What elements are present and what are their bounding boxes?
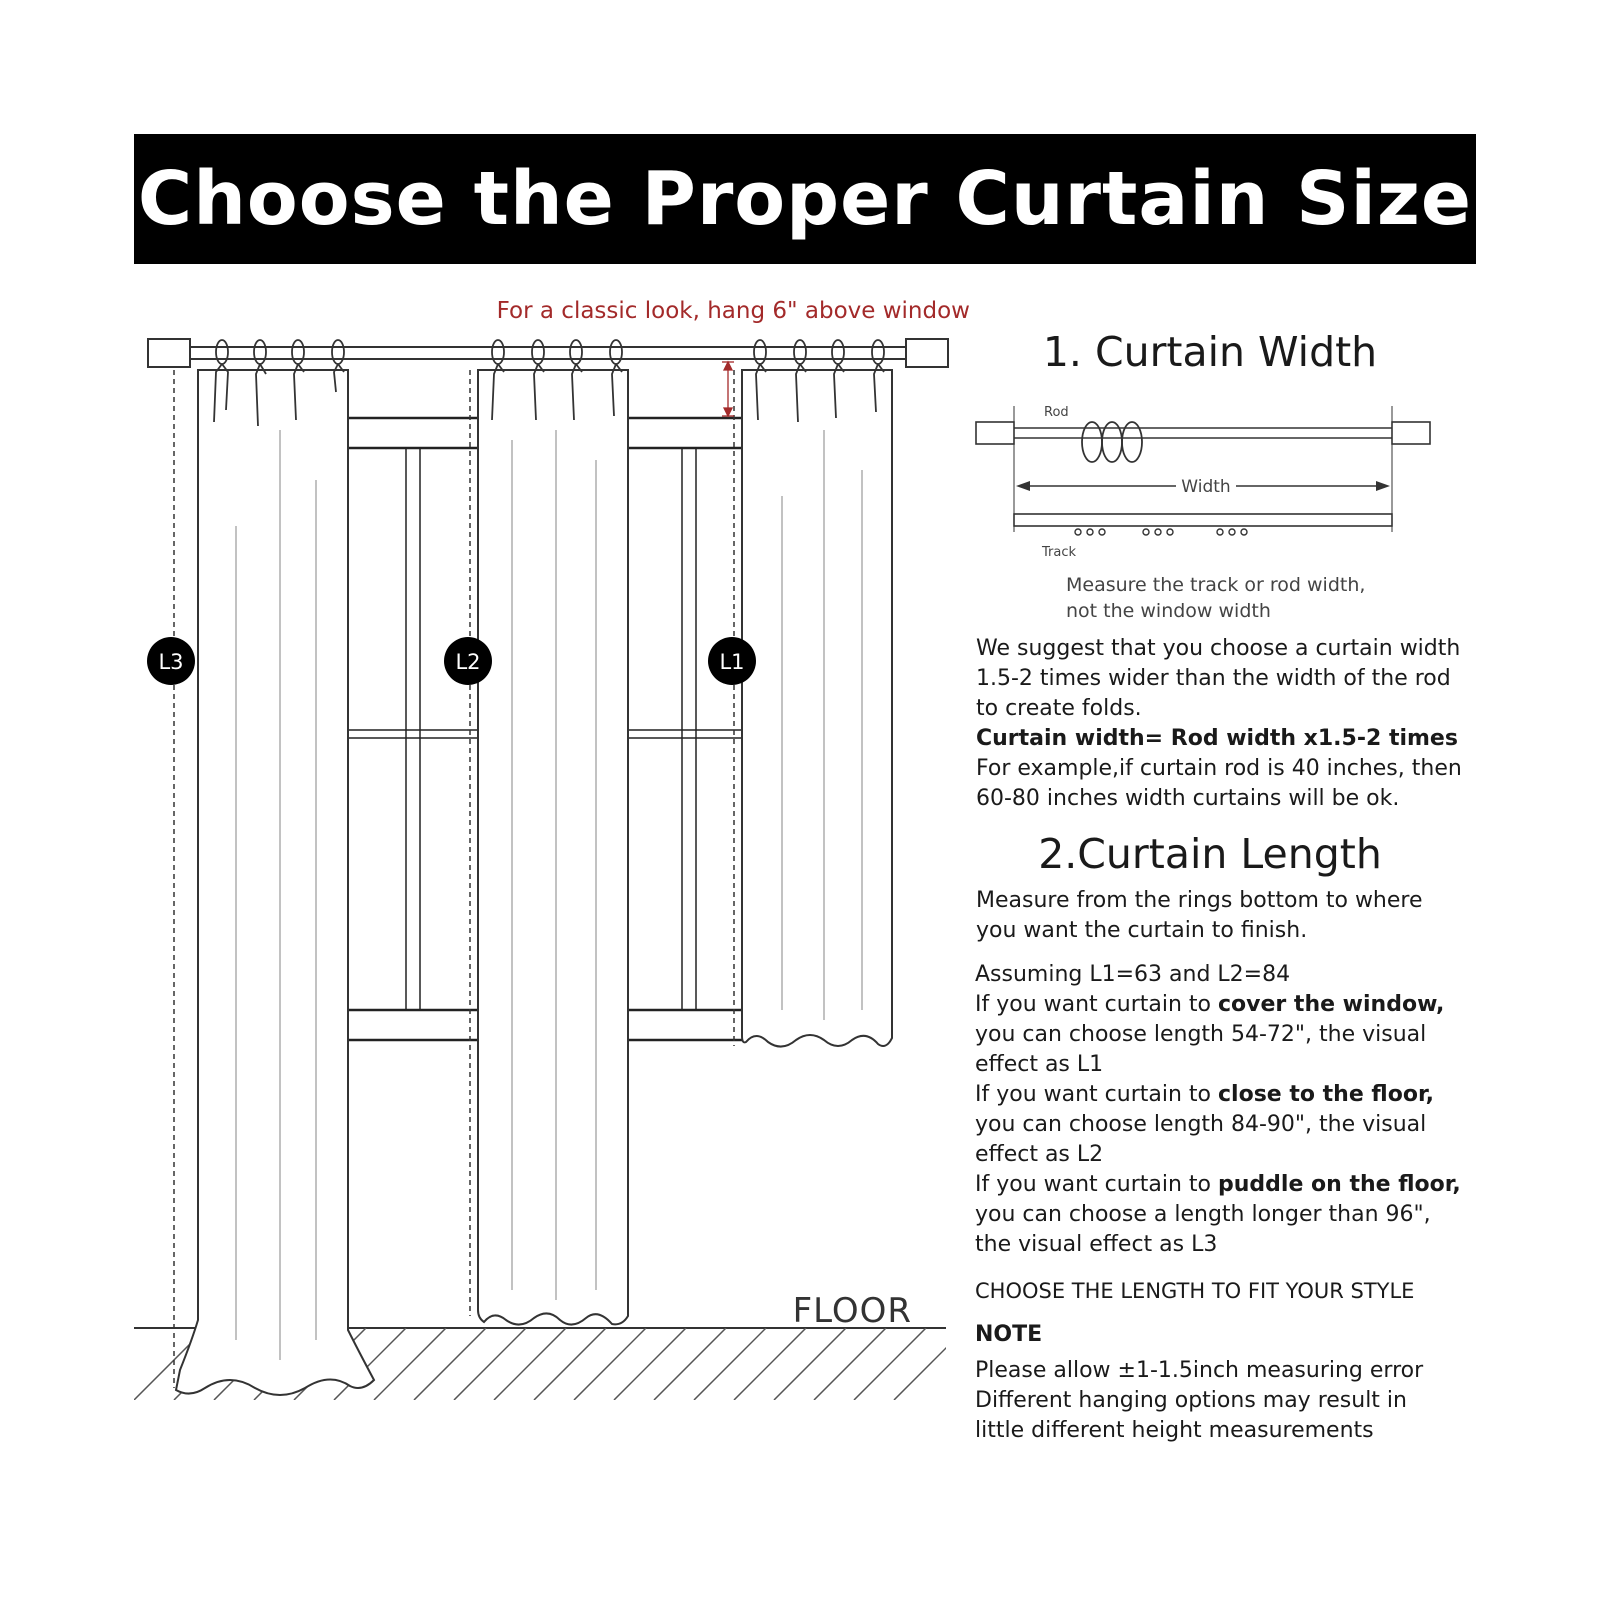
width-para-line3: to create folds. <box>976 696 1142 721</box>
width-example-line1: For example,if curtain rod is 40 inches, then <box>976 756 1462 781</box>
curtain-rod <box>148 339 948 367</box>
width-example-line2: 60-80 inches width curtains will be ok. <box>976 786 1400 811</box>
close-line2: you can choose length 84-90", the visual <box>975 1112 1427 1137</box>
curtain-width-heading: 1. Curtain Width <box>1042 328 1378 376</box>
note-line3: little different height measurements <box>975 1418 1374 1443</box>
length-assume: Assuming L1=63 and L2=84 <box>975 962 1291 987</box>
width-formula: Curtain width= Rod width x1.5-2 times <box>976 726 1458 751</box>
curtain-l1 <box>742 370 892 1047</box>
six-inch-indicator <box>722 362 734 416</box>
note-heading: NOTE <box>975 1322 1043 1347</box>
curtain-length-heading: 2.Curtain Length <box>1038 830 1382 878</box>
length-intro-line1: Measure from the rings bottom to where <box>976 888 1423 913</box>
close-bold: close to the floor, <box>1218 1082 1434 1107</box>
style-note: CHOOSE THE LENGTH TO FIT YOUR STYLE <box>975 1279 1415 1303</box>
cover-line2: you can choose length 54-72", the visual <box>975 1022 1427 1047</box>
cover-line1 <box>975 990 1444 1020</box>
puddle-line3: the visual effect as L3 <box>975 1232 1218 1257</box>
puddle-line2: you can choose a length longer than 96", <box>975 1202 1431 1227</box>
marker-l2: L2 <box>455 650 481 674</box>
note-line1: Please allow ±1-1.5inch measuring error <box>975 1358 1424 1383</box>
puddle-prefix: If you want curtain to <box>975 1172 1218 1197</box>
cover-bold: cover the window, <box>1218 992 1445 1017</box>
rod-label: Rod <box>1044 405 1069 420</box>
curtain-l3 <box>176 370 374 1395</box>
marker-l1: L1 <box>719 650 745 674</box>
width-label: Width <box>1181 477 1231 497</box>
close-prefix: If you want curtain to <box>975 1082 1218 1107</box>
note-line2: Different hanging options may result in <box>975 1388 1407 1413</box>
floor-label: FLOOR <box>792 1291 912 1331</box>
puddle-line1 <box>975 1170 1461 1200</box>
width-para-line1: We suggest that you choose a curtain width <box>976 636 1461 661</box>
close-line3: effect as L2 <box>975 1142 1104 1167</box>
width-caption-line1: Measure the track or rod width, <box>1066 574 1366 596</box>
marker-l3: L3 <box>158 650 184 674</box>
width-diagram <box>976 406 1430 532</box>
puddle-bold: puddle on the floor, <box>1218 1172 1461 1197</box>
curtain-l2 <box>478 370 628 1325</box>
page-title: Choose the Proper Curtain Size <box>137 156 1473 242</box>
cover-prefix: If you want curtain to <box>975 992 1218 1017</box>
cover-line3: effect as L1 <box>975 1052 1104 1077</box>
classic-look-note: For a classic look, hang 6" above window <box>496 298 970 324</box>
track-label: Track <box>1042 545 1077 560</box>
track-hooks <box>1075 529 1247 535</box>
close-line1 <box>975 1080 1434 1110</box>
width-para-line2: 1.5-2 times wider than the width of the rod <box>976 666 1451 691</box>
length-intro-line2: you want the curtain to finish. <box>976 918 1308 943</box>
width-caption-line2: not the window width <box>1066 600 1271 622</box>
